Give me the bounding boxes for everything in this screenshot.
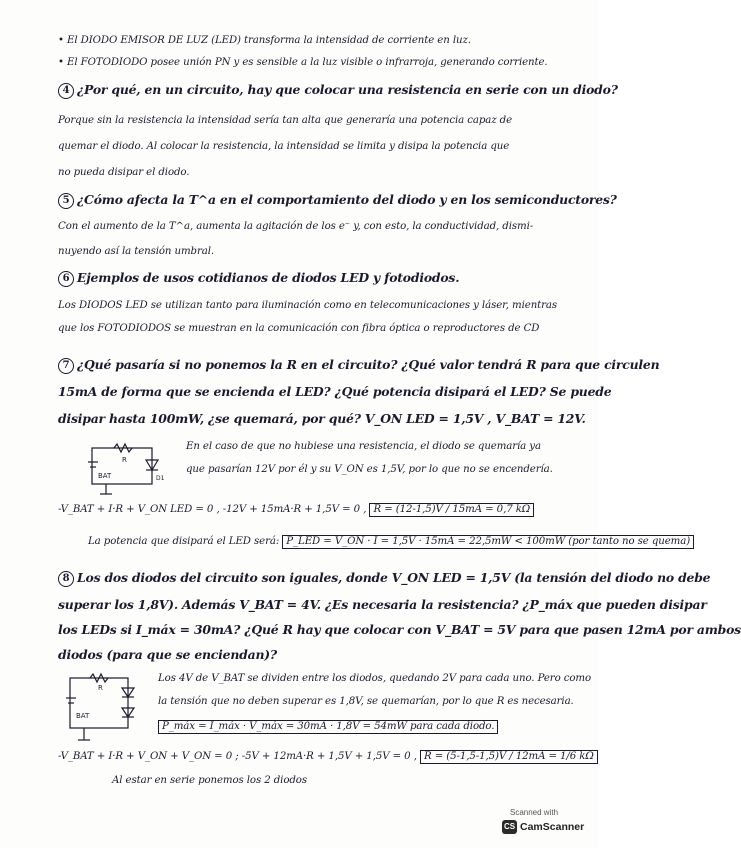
text-line: • El FOTODIODO posee unión PN y es sensible a la luz visible o infrarroja, generando corriente. — [58, 57, 548, 68]
text-line: Porque sin la resistencia la intensidad sería tan alta que generaría una potencia capaz de — [58, 115, 512, 126]
text-line: En el caso de que no hubiese una resistencia, el diodo se quemaría ya — [186, 441, 541, 452]
text-line: disipar hasta 100mW, ¿se quemará, por qué? V_ON LED = 1,5V , V_BAT = 12V. — [58, 411, 586, 426]
result-box: P_máx = I_máx · V_máx = 30mA · 1,8V = 54mW para cada diodo. — [158, 720, 498, 734]
camscanner-badge — [500, 808, 588, 838]
text-line: nuyendo así la tensión umbral. — [58, 246, 215, 257]
text-line: quemar el diodo. Al colocar la resistencia, la intensidad se limita y disipa la potencia que — [58, 141, 510, 152]
text-line: que pasarían 12V por él y su V_ON es 1,5V, por lo que no se encendería. — [186, 464, 553, 475]
question-number: 5 — [58, 193, 74, 209]
text-line: 15mA de forma que se encienda el LED? ¿Qué potencia disipará el LED? Se puede — [58, 384, 612, 399]
circuit-label: BAT — [76, 712, 90, 720]
scanned-with-label: Scanned with — [510, 808, 559, 817]
equation-line — [58, 750, 594, 764]
question-7 — [58, 357, 660, 374]
question-5 — [58, 192, 617, 209]
circuit-label: BAT — [98, 472, 112, 480]
camscanner-brand: CamScanner — [520, 821, 585, 833]
circuit-label: R — [98, 684, 103, 692]
equation-line — [88, 535, 691, 549]
circuit-label: D1 — [156, 475, 165, 482]
question-4 — [58, 82, 618, 99]
result-box: R = (12-1,5)V / 15mA = 0,7 kΩ — [369, 503, 534, 517]
question-text: ¿Cómo afecta la T^a en el comportamiento del diodo y en los semiconductores? — [77, 192, 617, 207]
question-number: 4 — [58, 83, 74, 99]
text-line: diodos (para que se enciendan)? — [58, 647, 277, 662]
circuit-diagram-1 — [86, 440, 166, 500]
text-line: Al estar en serie ponemos los 2 diodos — [112, 775, 307, 786]
circuit-diagram-2 — [64, 670, 142, 746]
question-8 — [58, 570, 711, 587]
text-line: Con el aumento de la T^a, aumenta la agitación de los e⁻ y, con esto, la conductividad, dismi- — [58, 221, 534, 232]
text-line: la tensión que no deben superar es 1,8V, se quemarían, por lo que R es necesaria. — [158, 696, 574, 707]
question-number: 7 — [58, 358, 74, 374]
text-line: superar los 1,8V). Además V_BAT = 4V. ¿Es necesaria la resistencia? ¿P_máx que pueden disipar — [58, 597, 707, 612]
question-number: 6 — [58, 271, 74, 287]
result-box: P_LED = V_ON · I = 1,5V · 15mA = 22,5mW < 100mW (por tanto no se quema) — [282, 535, 694, 549]
equation-line — [158, 720, 559, 734]
camscanner-logo-icon: CS — [502, 820, 517, 834]
question-6 — [58, 270, 559, 287]
question-text: Los dos diodos del circuito son iguales, donde V_ON LED = 1,5V (la tensión del diodo no debe — [77, 570, 711, 585]
question-number: 8 — [58, 571, 74, 587]
text-line: Los DIODOS LED se utilizan tanto para iluminación como en telecomunicaciones y láser, mientras — [58, 300, 558, 311]
text-line: no pueda disipar el diodo. — [58, 167, 190, 178]
equation-line — [58, 503, 559, 517]
circuit-label: R — [122, 456, 127, 464]
question-text: Ejemplos de usos cotidianos de diodos LED y fotodiodos. — [77, 270, 460, 285]
text-line: los LEDs si I_máx = 30mA? ¿Qué R hay que colocar con V_BAT = 5V para que pasen 12mA por ambos — [58, 622, 741, 637]
equation: -V_BAT + I·R + V_ON LED = 0 , -12V + 15mA·R + 1,5V = 0 , — [58, 504, 367, 515]
question-text: ¿Qué pasaría si no ponemos la R en el circuito? ¿Qué valor tendrá R para que circulen — [77, 357, 660, 372]
equation-label: La potencia que disipará el LED será: — [88, 536, 280, 547]
text-line: • El DIODO EMISOR DE LUZ (LED) transforma la intensidad de corriente en luz. — [58, 35, 471, 46]
text-line: que los FOTODIODOS se muestran en la comunicación con fibra óptica o reproductores de CD — [58, 323, 540, 334]
equation: -V_BAT + I·R + V_ON + V_ON = 0 ; -5V + 12mA·R + 1,5V + 1,5V = 0 , — [58, 751, 417, 762]
question-text: ¿Por qué, en un circuito, hay que colocar una resistencia en serie con un diodo? — [77, 82, 618, 97]
result-box: R = (5-1,5-1,5)V / 12mA = 1/6 kΩ — [420, 750, 598, 764]
text-line: Los 4V de V_BAT se dividen entre los diodos, quedando 2V para cada uno. Pero como — [158, 673, 591, 684]
